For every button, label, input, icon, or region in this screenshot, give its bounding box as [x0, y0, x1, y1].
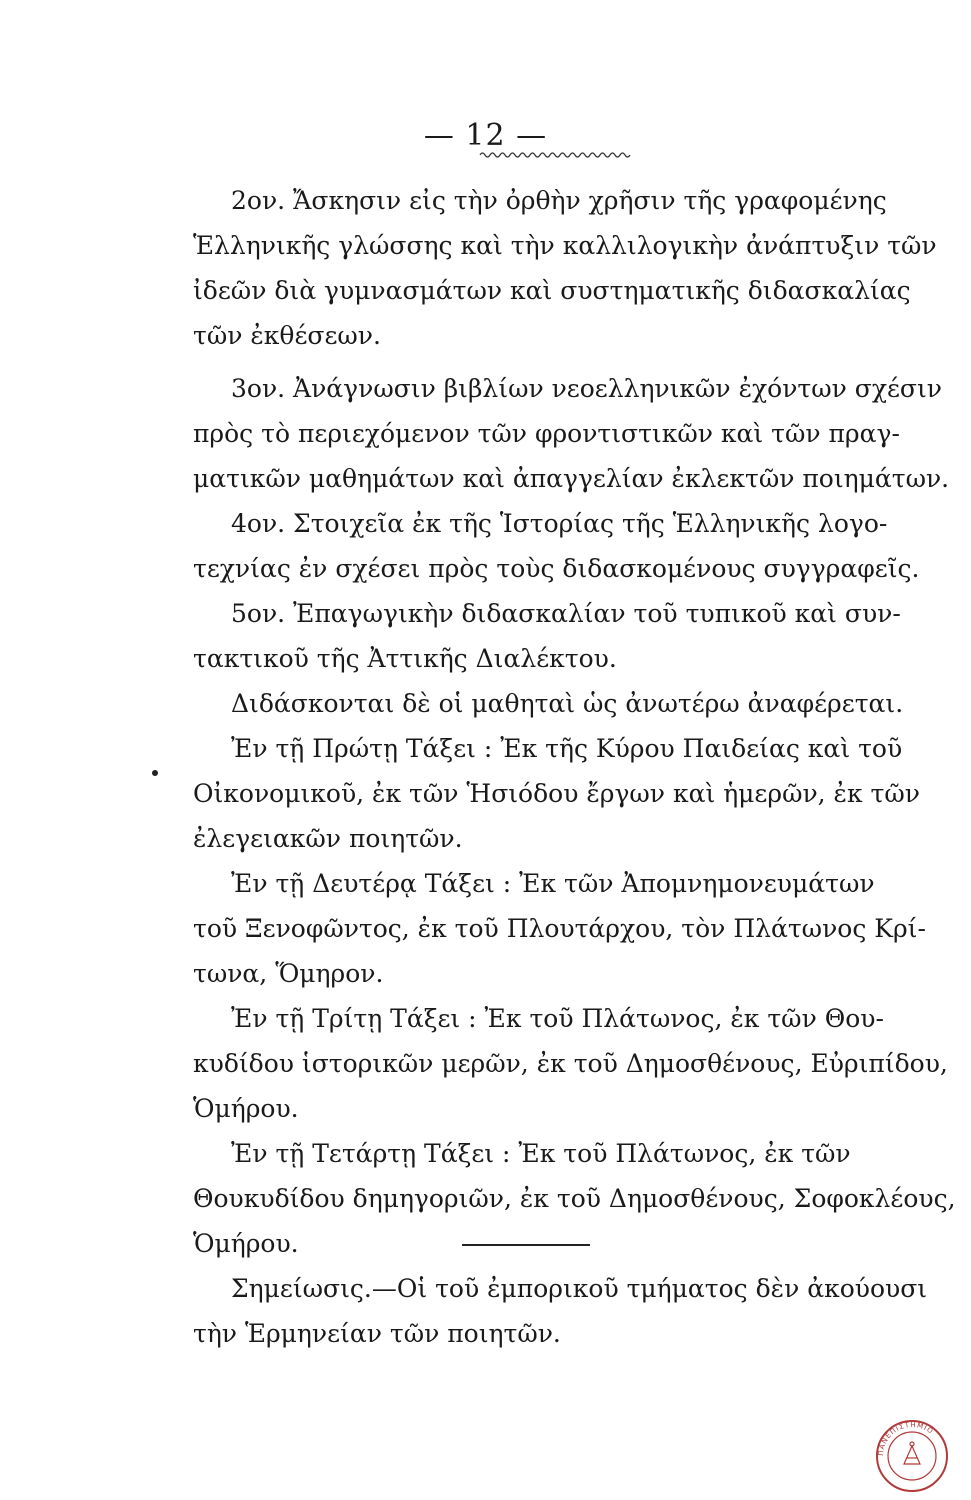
text-line: 4ον. Στοιχεῖα ἐκ τῆς Ἱστορίας τῆς Ἑλληνικῆς λογο- — [231, 509, 888, 538]
text-line: Ὁμήρου. — [193, 1094, 299, 1123]
text-line: πρὸς τὸ περιεχόμενον τῶν φροντιστικῶν καὶ τῶν πραγ- — [193, 419, 900, 448]
text-line: Ἐν τῇ Δευτέρᾳ Τάξει : Ἐκ τῶν Ἀπομνημονευμάτων — [231, 869, 875, 898]
text-line: 3ον. Ἀνάγνωσιν βιβλίων νεοελληνικῶν ἐχόντων σχέσιν — [231, 374, 942, 403]
text-line: Διδάσκονται δὲ οἱ μαθηταὶ ὡς ἀνωτέρω ἀναφέρεται. — [231, 689, 904, 718]
text-line: Ὁμήρου. — [193, 1229, 299, 1258]
wavy-underline-ornament — [480, 150, 630, 160]
text-line: τακτικοῦ τῆς Ἀττικῆς Διαλέκτου. — [193, 644, 617, 673]
text-line: ματικῶν μαθημάτων καὶ ἀπαγγελίαν ἐκλεκτῶν ποιημάτων. — [193, 464, 950, 493]
text-line: Σημείωσις.—Οἱ τοῦ ἐμπορικοῦ τμήματος δὲν ἀκούουσι — [231, 1274, 928, 1303]
university-seal-icon — [874, 1418, 950, 1494]
text-line: Ἑλληνικῆς γλώσσης καὶ τὴν καλλιλογικὴν ἀνάπτυξιν τῶν — [193, 231, 937, 260]
text-line: τῶν ἐκθέσεων. — [193, 321, 381, 350]
svg-text:ΠΑΝΕΠΙΣΤΗΜΙΟ — [877, 1421, 935, 1456]
text-line: τεχνίας ἐν σχέσει πρὸς τοὺς διδασκομένους συγγραφεῖς. — [193, 554, 920, 583]
text-line: τοῦ Ξενοφῶντος, ἐκ τοῦ Πλουτάρχου, τὸν Πλάτωνος Κρί- — [193, 914, 926, 943]
seal-text: ΠΑΝΕΠΙΣΤΗΜΙΟ — [876, 1420, 936, 1457]
text-line: τὴν Ἑρμηνείαν τῶν ποιητῶν. — [193, 1319, 561, 1348]
text-line: τωνα, Ὅμηρον. — [193, 959, 384, 988]
end-rule — [462, 1244, 590, 1246]
text-line: Ἐν τῇ Πρώτῃ Τάξει : Ἐκ τῆς Κύρου Παιδείας καὶ τοῦ — [231, 734, 903, 763]
margin-dot — [152, 770, 158, 776]
text-line: Οἰκονομικοῦ, ἐκ τῶν Ἡσιόδου ἔργων καὶ ἡμερῶν, ἐκ τῶν — [193, 779, 920, 808]
text-line: ἰδεῶν διὰ γυμνασμάτων καὶ συστηματικῆς διδασκαλίας — [193, 276, 911, 305]
text-line: κυδίδου ἱστορικῶν μερῶν, ἐκ τοῦ Δημοσθένους, Εὐριπίδου, — [193, 1049, 948, 1078]
text-line: ἐλεγειακῶν ποιητῶν. — [193, 824, 463, 853]
text-line: 5ον. Ἐπαγωγικὴν διδασκαλίαν τοῦ τυπικοῦ καὶ συν- — [231, 599, 901, 628]
text-line: Ἐν τῇ Τετάρτῃ Τάξει : Ἐκ τοῦ Πλάτωνος, ἐκ τῶν — [231, 1139, 851, 1168]
text-line: Θουκυδίδου δημηγοριῶν, ἐκ τοῦ Δημοσθένους, Σοφοκλέους, — [193, 1184, 956, 1213]
body-text — [193, 178, 956, 1356]
text-line: Ἐν τῇ Τρίτῃ Τάξει : Ἐκ τοῦ Πλάτωνος, ἐκ τῶν Θου- — [231, 1004, 884, 1033]
page-header — [0, 118, 971, 153]
text-line: 2ον. Ἄσκησιν εἰς τὴν ὀρθὴν χρῆσιν τῆς γραφομένης — [231, 186, 887, 215]
page-number: — 12 — — [423, 118, 548, 153]
